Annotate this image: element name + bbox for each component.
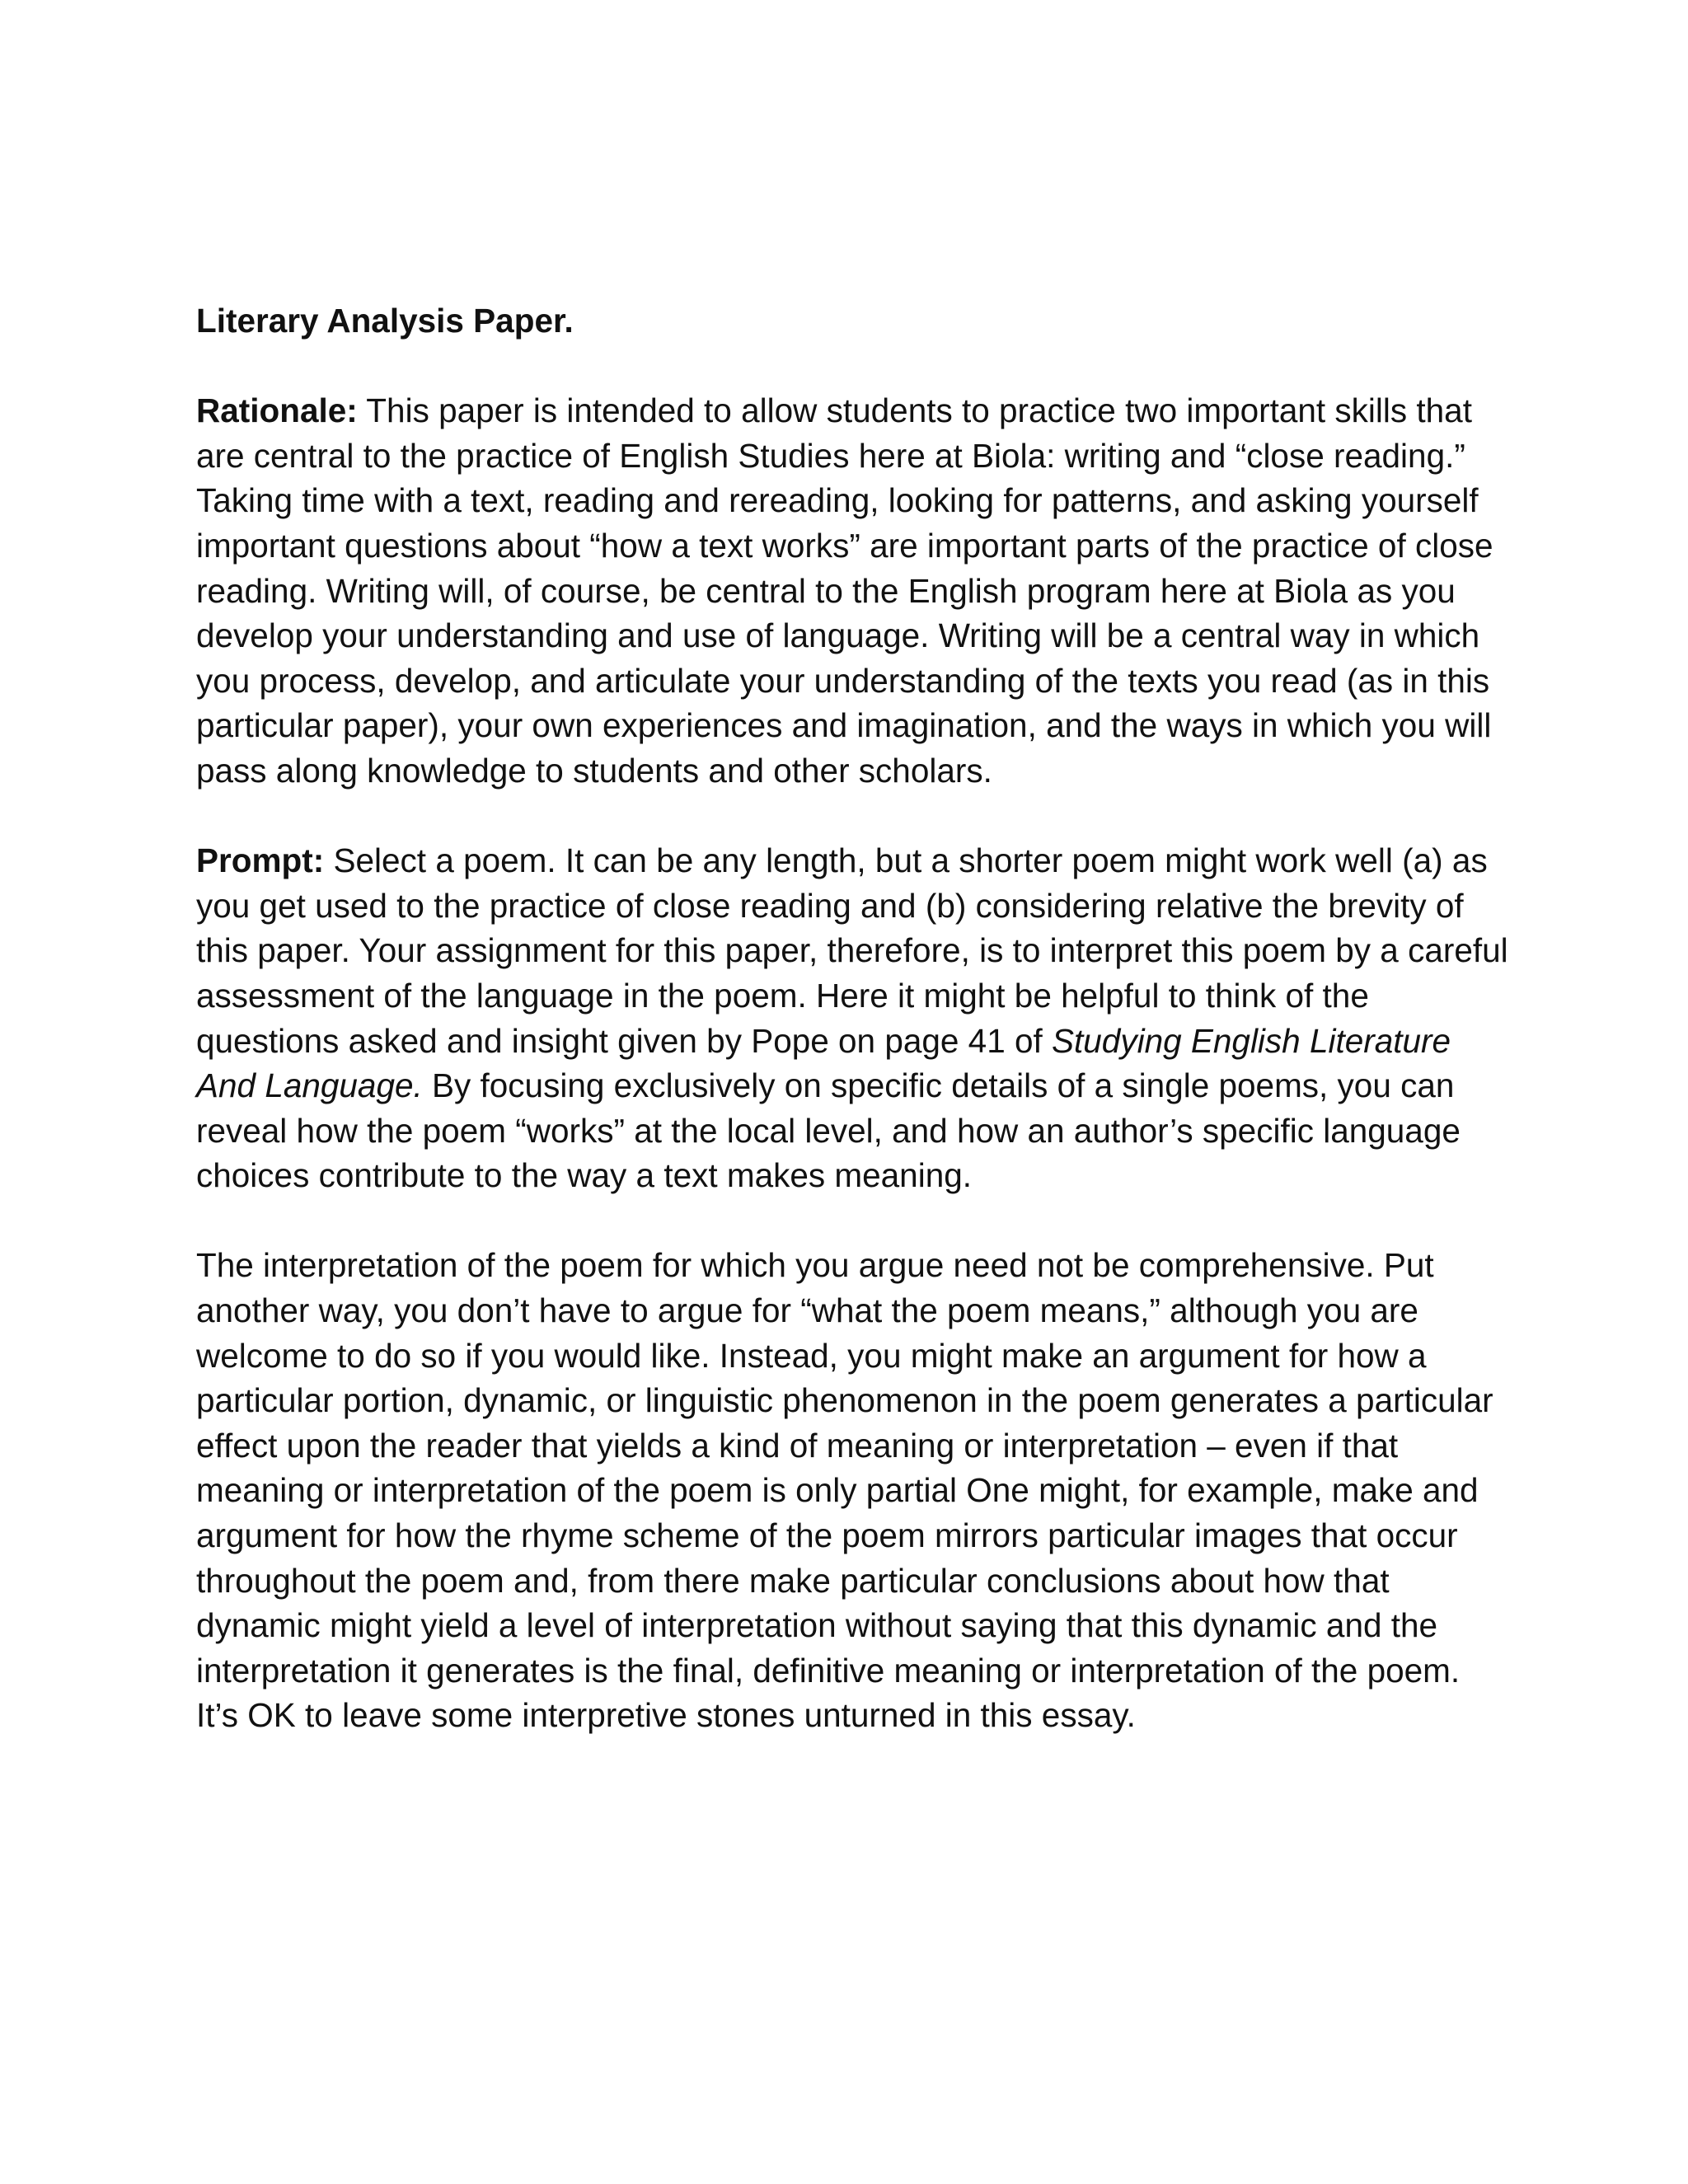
prompt-label: Prompt: — [196, 841, 325, 880]
document-page — [196, 298, 1663, 1783]
paragraph-line — [196, 1019, 1663, 1064]
paragraph-line: important questions about “how a text works” are important parts of the practice of close — [196, 526, 1493, 565]
paragraph-line: pass along knowledge to students and other scholars. — [196, 751, 992, 790]
paragraph-text: By focusing exclusively on specific details of a single poems, you can — [422, 1066, 1455, 1105]
paragraph-line: reveal how the poem “works” at the local level, and how an author’s specific language — [196, 1111, 1461, 1150]
paragraph-line: dynamic might yield a level of interpretation without saying that this dynamic and the — [196, 1606, 1438, 1645]
paragraph-line: another way, you don’t have to argue for “what the poem means,” although you are — [196, 1291, 1418, 1330]
paragraph-line: argument for how the rhyme scheme of the poem mirrors particular images that occur — [196, 1516, 1458, 1555]
paragraph-line: It’s OK to leave some interpretive stones unturned in this essay. — [196, 1696, 1136, 1735]
paragraph-line: are central to the practice of English Studies here at Biola: writing and “close reading.” — [196, 436, 1465, 475]
paragraph-line: interpretation it generates is the final, definitive meaning or interpretation of the poem. — [196, 1651, 1461, 1690]
paragraph-line: meaning or interpretation of the poem is only partial One might, for example, make and — [196, 1471, 1479, 1510]
document-title: Literary Analysis Paper. — [196, 302, 574, 340]
paragraph-line: effect upon the reader that yields a kind of meaning or interpretation – even if that — [196, 1426, 1399, 1465]
book-title-part-1: Studying English Literature — [1052, 1021, 1451, 1060]
paragraph-text: Select a poem. It can be any length, but a shorter poem might work well (a) as — [324, 841, 1488, 880]
paragraph-line — [196, 388, 1663, 434]
interpretation-paragraph — [196, 1243, 1663, 1738]
paragraph-line: particular portion, dynamic, or linguistic phenomenon in the poem generates a particular — [196, 1381, 1493, 1420]
rationale-label: Rationale: — [196, 391, 358, 430]
paragraph-line: particular paper), your own experiences and imagination, and the ways in which you will — [196, 706, 1492, 745]
paragraph-line: you process, develop, and articulate your understanding of the texts you read (as in this — [196, 661, 1490, 700]
paragraph-line: this paper. Your assignment for this paper, therefore, is to interpret this poem by a careful — [196, 931, 1508, 970]
paragraph-line — [196, 838, 1663, 883]
prompt-paragraph — [196, 838, 1663, 1198]
rationale-paragraph — [196, 388, 1663, 793]
paragraph-line: develop your understanding and use of language. Writing will be a central way in which — [196, 616, 1480, 655]
paragraph-line — [196, 1063, 1663, 1108]
paragraph-line: reading. Writing will, of course, be central to the English program here at Biola as you — [196, 571, 1456, 610]
paragraph-text: questions asked and insight given by Pope on page 41 of — [196, 1021, 1053, 1060]
paragraph-text: This paper is intended to allow students to practice two important skills that — [357, 391, 1472, 430]
paragraph-line: choices contribute to the way a text makes meaning. — [196, 1156, 972, 1195]
paragraph-line: you get used to the practice of close reading and (b) considering relative the brevity of — [196, 886, 1464, 925]
paragraph-line: welcome to do so if you would like. Instead, you might make an argument for how a — [196, 1336, 1427, 1375]
book-title-part-2: And Language. — [196, 1066, 423, 1105]
paragraph-line: throughout the poem and, from there make particular conclusions about how that — [196, 1561, 1390, 1600]
paragraph-line: assessment of the language in the poem. Here it might be helpful to think of the — [196, 976, 1369, 1015]
paragraph-line: Taking time with a text, reading and rereading, looking for patterns, and asking yourself — [196, 481, 1479, 520]
paragraph-line: The interpretation of the poem for which you argue need not be comprehensive. Put — [196, 1246, 1434, 1285]
